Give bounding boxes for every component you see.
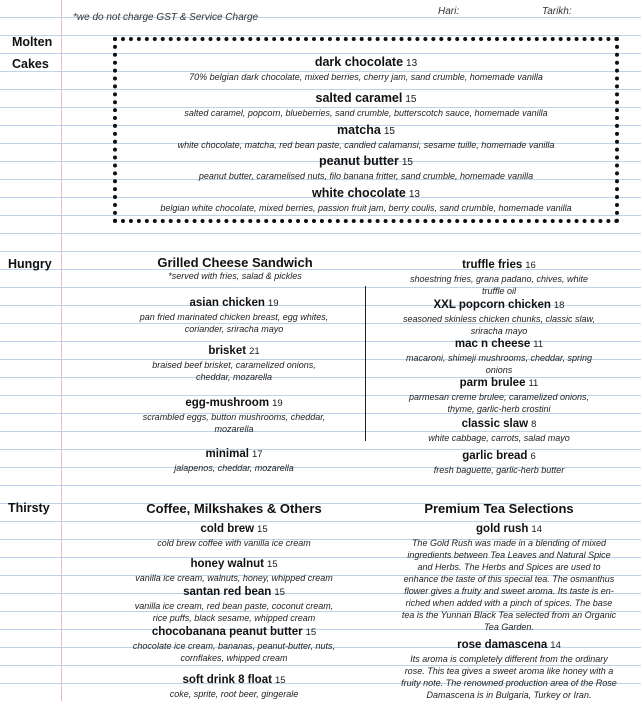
menu-item: [100, 444, 368, 474]
menu-item: [120, 89, 612, 119]
menu-item: [120, 53, 612, 83]
item-desc: braised beef brisket, caramelized onions,: [152, 360, 316, 370]
item-desc: cheddar, mozarella: [195, 372, 273, 382]
tea-item: [384, 635, 634, 701]
item-name: egg-mushroom: [185, 397, 270, 409]
item-desc: and Herbs. The Herbs and Spices are used to: [417, 562, 601, 572]
item-price: 13: [408, 189, 420, 200]
item-desc: thyme, garlic-herb crostini: [447, 404, 551, 414]
tax-note: *we do not charge GST & Service Charge: [73, 12, 259, 23]
item-desc: white chocolate, matcha, red bean paste, candied calamansi, sesame tuille, homemade vanilla: [177, 140, 555, 150]
item-name: matcha: [337, 123, 381, 137]
item-price: 15: [274, 675, 286, 686]
item-price: 11: [533, 339, 544, 350]
section-molten-line1: Molten: [12, 35, 53, 49]
item-desc: seasoned skinless chicken chunks, classic slaw,: [402, 314, 596, 324]
item-name: XXL popcorn chicken: [433, 299, 551, 311]
menu-item: [372, 255, 626, 297]
menu-item: [100, 622, 368, 664]
item-desc: chocolate ice cream, bananas, peanut-butter, nuts,: [132, 641, 336, 651]
item-desc: peanut butter, caramelised nuts, filo banana fritter, sand crumble, homemade vanilla: [198, 171, 534, 181]
item-name: parm brulee: [459, 377, 526, 389]
tarikh-label: Tarikh:: [542, 6, 572, 17]
item-desc: belgian white chocolate, mixed berries, passion fruit jam, berry coulis, sand crumble, homemade vanilla: [160, 203, 572, 213]
item-price: 15: [305, 627, 317, 638]
item-desc: onions: [485, 365, 513, 375]
item-desc: truffle oil: [481, 286, 516, 296]
item-price: 17: [251, 449, 263, 460]
item-price: 14: [550, 640, 561, 651]
item-price: 18: [553, 300, 565, 311]
item-price: 15: [266, 559, 278, 570]
item-price: 15: [274, 587, 285, 598]
item-desc: rose. This tea gives a sweet aroma like honey with a: [404, 666, 614, 676]
item-name: cold brew: [200, 523, 255, 535]
column-divider: [365, 286, 366, 441]
item-price: 14: [531, 524, 542, 535]
menu-item: [120, 152, 612, 182]
item-price: 15: [257, 524, 268, 535]
section-molten-cakes: [12, 31, 52, 75]
item-desc: cornflakes, whipped cream: [180, 653, 288, 663]
item-desc: Its aroma is completely different from the ordinary: [410, 654, 608, 664]
item-name: garlic bread: [462, 450, 528, 462]
coffee-heading: Coffee, Milkshakes & Others: [146, 501, 322, 516]
menu-item: [372, 334, 626, 376]
item-name: salted caramel: [315, 91, 403, 105]
item-name: dark chocolate: [314, 55, 404, 69]
item-desc: riched when added with a pinch of spices. The base: [405, 598, 613, 608]
item-price: 15: [405, 94, 417, 105]
item-desc: ingredients between Tea Leaves and Natural Spice: [407, 550, 611, 560]
grilled-cheese-subnote: *served with fries, salad & pickles: [168, 271, 302, 281]
item-desc: flower gives a fruity and sweet aroma. Its taste is en-: [404, 586, 614, 596]
item-desc: The Gold Rush was made in a blending of mixed: [411, 538, 607, 548]
item-desc: mozarella: [214, 424, 254, 434]
section-thirsty: Thirsty: [8, 501, 50, 515]
item-desc: scrambled eggs, button mushrooms, cheddar,: [142, 412, 326, 422]
section-molten-line2: Cakes: [12, 57, 49, 71]
item-desc: shoestring fries, grana padano, chives, white: [409, 274, 589, 284]
item-price: 8: [531, 419, 537, 430]
menu-item: [120, 121, 612, 151]
menu-item: [100, 519, 368, 549]
item-desc: cold brew coffee with vanilla ice cream: [157, 538, 311, 548]
item-name: asian chicken: [189, 297, 265, 309]
item-desc: fresh baguette, garlic-herb butter: [433, 465, 565, 475]
item-desc: enhance the taste of this special tea. The osmanthus: [403, 574, 615, 584]
menu-item: [100, 341, 368, 383]
item-name: soft drink 8 float: [182, 674, 272, 686]
menu-item: [372, 414, 626, 444]
menu-item: [100, 393, 368, 435]
item-desc: sriracha mayo: [470, 326, 528, 336]
item-price: 15: [401, 157, 413, 168]
menu-item: [372, 373, 626, 415]
item-price: 13: [406, 58, 418, 69]
grilled-cheese-heading: Grilled Cheese Sandwich: [157, 255, 313, 270]
item-desc: vanilla ice cream, walnuts, honey, whipped cream: [135, 573, 333, 583]
menu-item: [100, 554, 368, 584]
item-desc: white cabbage, carrots, salad mayo: [428, 433, 570, 443]
tea-item: [384, 519, 634, 633]
item-price: 19: [272, 398, 283, 409]
item-price: 21: [249, 346, 260, 357]
item-name: honey walnut: [190, 558, 264, 570]
menu-item: [120, 184, 612, 214]
item-price: 6: [530, 451, 536, 462]
menu-item: [100, 582, 368, 624]
menu-item: [372, 446, 626, 476]
item-desc: salted caramel, popcorn, blueberries, sand crumble, butterscotch sauce, homemade vanilla: [184, 108, 548, 118]
item-desc: vanilla ice cream, red bean paste, coconut cream,: [134, 601, 334, 611]
item-name: truffle fries: [462, 259, 523, 271]
item-name: brisket: [208, 345, 247, 357]
item-desc: macaroni, shimeji mushrooms, cheddar, spring: [405, 353, 593, 363]
item-desc: pan fried marinated chicken breast, egg whites,: [139, 312, 329, 322]
menu-item: [100, 670, 368, 700]
item-price: 11: [528, 378, 539, 389]
item-price: 16: [525, 260, 536, 271]
item-desc: parmesan creme brulee, caramelized onions,: [408, 392, 590, 402]
menu-item: [372, 295, 626, 337]
section-hungry: Hungry: [8, 257, 52, 271]
item-name: gold rush: [476, 523, 529, 535]
menu-item: [100, 293, 368, 335]
item-desc: tea is the Yunnan Black Tea selected from an Organic: [401, 610, 617, 620]
item-desc: Damascena is in Bulgaria, Turkey or Iran.: [426, 690, 592, 700]
item-name: minimal: [205, 448, 249, 460]
item-desc: Tea Garden.: [484, 622, 534, 632]
item-name: santan red bean: [183, 586, 272, 598]
item-name: white chocolate: [312, 186, 406, 200]
hari-label: Hari:: [438, 6, 460, 17]
item-name: peanut butter: [319, 154, 399, 168]
item-desc: jalapenos, cheddar, mozarella: [174, 463, 294, 473]
item-desc: coke, sprite, root beer, gingerale: [169, 689, 299, 699]
tea-heading: Premium Tea Selections: [424, 501, 574, 516]
item-name: classic slaw: [461, 418, 529, 430]
item-desc: rice puffs, black sesame, whipped cream: [152, 613, 316, 623]
item-desc: fruity note. The renowned production area of the Rose: [401, 678, 617, 688]
item-desc: 70% belgian dark chocolate, mixed berries, cherry jam, sand crumble, homemade vanilla: [189, 72, 543, 82]
item-name: mac n cheese: [454, 338, 531, 350]
item-name: rose damascena: [457, 639, 548, 651]
item-price: 19: [267, 298, 279, 309]
item-price: 15: [383, 126, 395, 137]
item-name: chocobanana peanut butter: [151, 626, 303, 638]
item-desc: coriander, sriracha mayo: [184, 324, 284, 334]
